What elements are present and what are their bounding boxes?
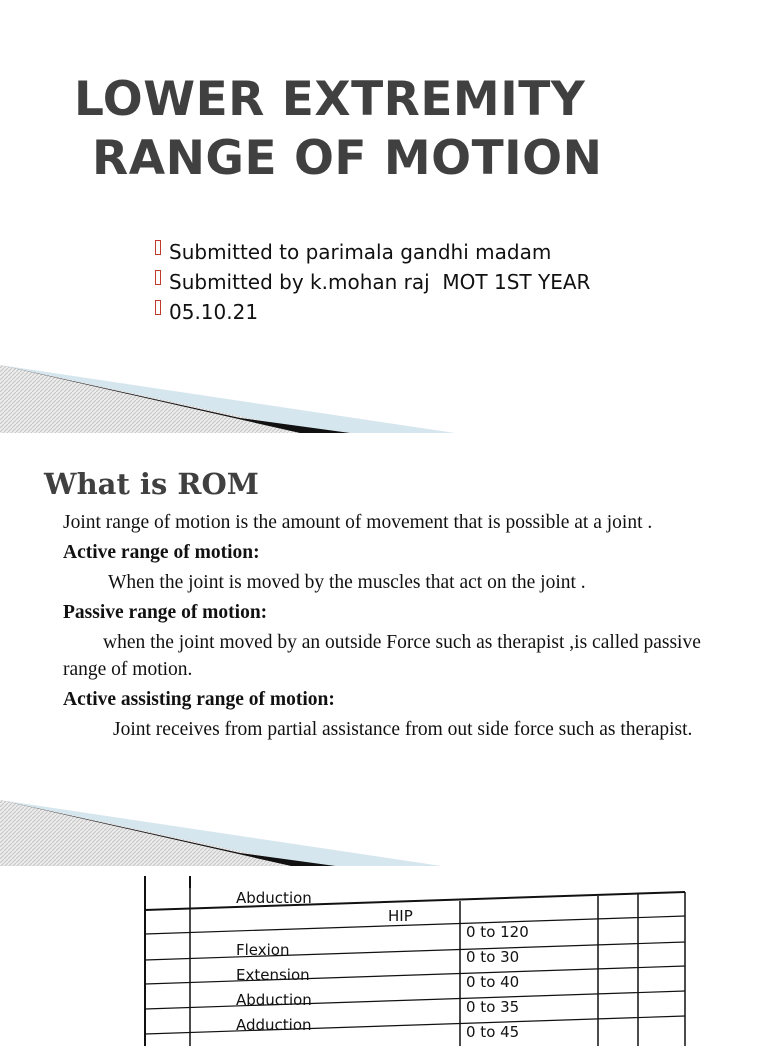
table-cell-value: 0 to 35 <box>466 998 520 1016</box>
bullet-item <box>155 297 590 327</box>
bullet-item <box>155 237 590 267</box>
active-heading: Active range of motion: <box>63 542 260 563</box>
slide-body <box>63 509 743 746</box>
table-cell-label: Flexion <box>236 941 290 959</box>
table-section-label: HIP <box>388 907 413 925</box>
table-cell-value: 0 to 120 <box>466 923 529 941</box>
title-line-2: RANGE OF MOTION <box>92 131 603 186</box>
passive-heading: Passive range of motion: <box>63 602 268 623</box>
table-cell-label: Abduction <box>236 889 312 907</box>
table-cell-value: 0 to 40 <box>466 973 520 991</box>
bullet-item <box>155 267 590 297</box>
bullet-text: 05.10.21 <box>169 300 259 324</box>
bullet-list <box>155 237 590 327</box>
table-cell-value: 0 to 30 <box>466 948 520 966</box>
title-slide <box>0 0 768 433</box>
intro-text: Joint range of motion is the amount of movement that is possible at a joint . <box>63 512 653 533</box>
active-text: When the joint is moved by the muscles that act on the joint . <box>108 572 586 593</box>
bullet-icon <box>155 300 161 315</box>
table-cell-value: 0 to 45 <box>466 1023 520 1041</box>
table-cell-label: Adduction <box>236 1016 312 1034</box>
table-cell-label: Abduction <box>236 991 312 1009</box>
bullet-icon <box>155 240 161 255</box>
assist-text: Joint receives from partial assistance from out side force such as therapist. <box>113 719 693 740</box>
assist-heading: Active assisting range of motion: <box>63 689 335 710</box>
bullet-text: Submitted to parimala gandhi madam <box>169 240 552 264</box>
title-line-1: LOWER EXTREMITY <box>74 72 586 127</box>
definition-slide <box>0 433 768 866</box>
bullet-text: Submitted by k.mohan raj MOT 1ST YEAR <box>169 270 591 294</box>
section-heading: What is ROM <box>44 467 259 501</box>
rom-table-image <box>140 876 700 1046</box>
rom-table-slide <box>0 866 768 1041</box>
decorative-swoosh <box>0 795 768 870</box>
table-cell-label: Extension <box>236 966 310 984</box>
slide-title <box>74 70 602 188</box>
passive-text: when the joint moved by an outside Force such as therapist ,is called passive range of motion. <box>63 632 701 680</box>
decorative-swoosh <box>0 360 768 435</box>
bullet-icon <box>155 270 161 285</box>
